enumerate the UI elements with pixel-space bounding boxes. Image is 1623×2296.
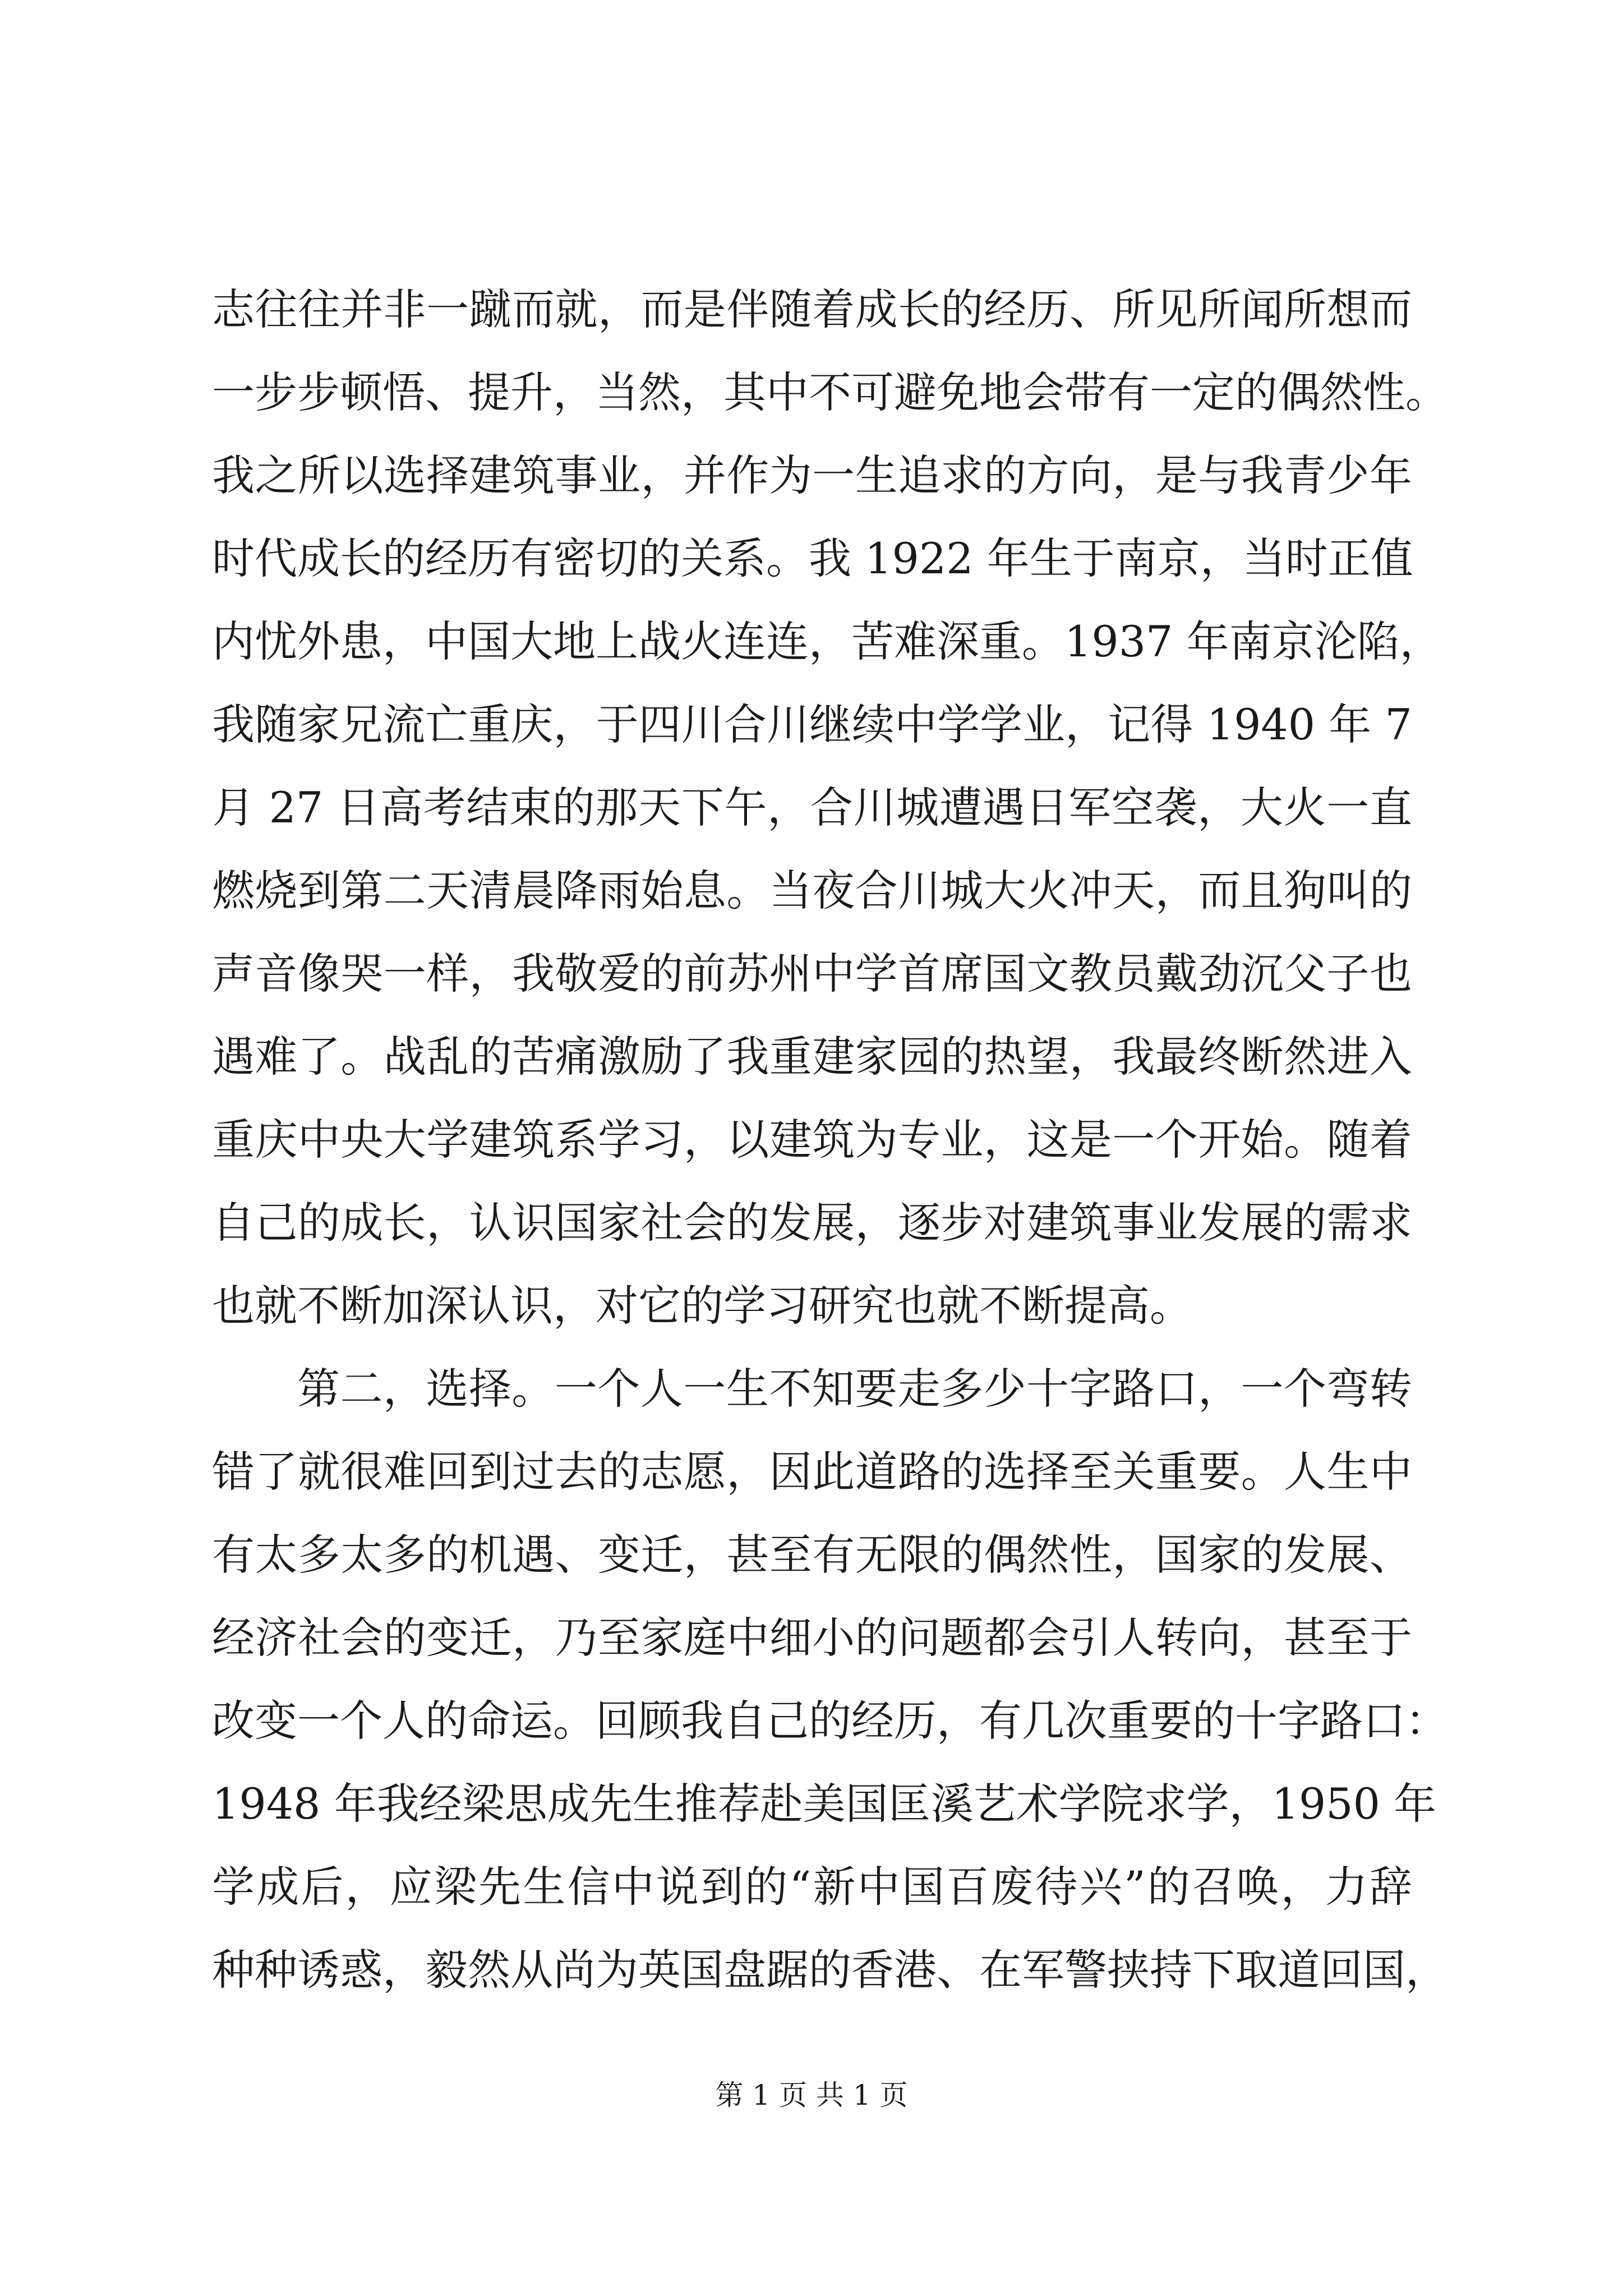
text-line: 错了就很难回到过去的志愿，因此道路的选择至关重要。人生中 xyxy=(212,1447,1412,1497)
page-footer xyxy=(0,2076,1623,2115)
text-line: 燃烧到第二天清晨降雨始息。当夜合川城大火冲天，而且狗叫的 xyxy=(212,866,1412,915)
text-line: 时代成长的经历有密切的关系。我 1922 年生于南京，当时正值 xyxy=(212,533,1413,583)
text-line: 重庆中央大学建筑系学习，以建筑为专业，这是一个开始。随着 xyxy=(212,1115,1412,1165)
text-line: 种种诱惑，毅然从尚为英国盘踞的香港、在军警挟持下取道回国， xyxy=(212,1945,1448,1995)
text-line: 经济社会的变迁，乃至家庭中细小的问题都会引人转向，甚至于 xyxy=(212,1613,1412,1663)
text-line: 内忧外患，中国大地上战火连连，苦难深重。1937 年南京沦陷， xyxy=(212,616,1442,666)
text-line: 声音像哭一样，我敬爱的前苏州中学首席国文教员戴劲沉父子也 xyxy=(212,949,1412,999)
text-line: 遇难了。战乱的苦痛激励了我重建家园的热望，我最终断然进入 xyxy=(212,1032,1412,1082)
text-line: 1948 年我经梁思成先生推荐赴美国匡溪艺术学院求学，1950 年 xyxy=(212,1779,1437,1829)
text-line: 志往往并非一蹴而就，而是伴随着成长的经历、所见所闻所想而 xyxy=(212,284,1412,334)
body-text xyxy=(212,268,1448,2012)
text-line: 有太多太多的机遇、变迁，甚至有无限的偶然性，国家的发展、 xyxy=(212,1530,1412,1580)
text-line: 我之所以选择建筑事业，并作为一生追求的方向，是与我青少年 xyxy=(212,450,1412,500)
text-line: 改变一个人的命运。回顾我自己的经历，有几次重要的十字路口： xyxy=(212,1696,1448,1746)
text-line: 月 27 日高考结束的那天下午，合川城遭遇日军空袭，大火一直 xyxy=(212,783,1412,832)
text-line: 一步步顿悟、提升，当然，其中不可避免地会带有一定的偶然性。 xyxy=(212,367,1448,417)
text-line: 自己的成长，认识国家社会的发展，逐步对建筑事业发展的需求 xyxy=(212,1198,1412,1248)
text-line: 学成后，应梁先生信中说到的“新中国百废待兴”的召唤，力辞 xyxy=(212,1862,1412,1912)
text-line-paragraph-end: 也就不断加深认识，对它的学习研究也就不断提高。 xyxy=(212,1281,1192,1331)
page-number-label: 第 1 页 共 1 页 xyxy=(715,2079,908,2111)
text-line-paragraph-start: 第二，选择。一个人一生不知要走多少十字路口，一个弯转 xyxy=(297,1364,1412,1414)
text-line: 我随家兄流亡重庆，于四川合川继续中学学业，记得 1940 年 7 xyxy=(212,700,1412,749)
